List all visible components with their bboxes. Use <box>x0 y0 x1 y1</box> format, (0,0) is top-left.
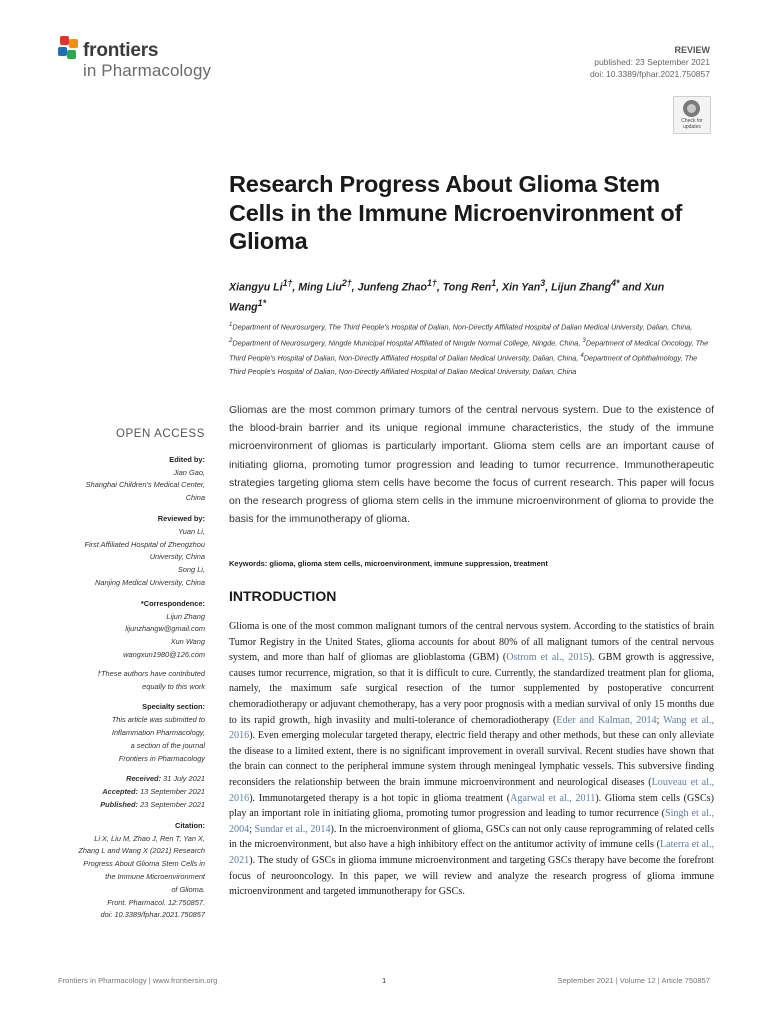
citation-link[interactable]: Sundar et al., 2014 <box>254 823 331 835</box>
sidebar-section <box>50 454 205 505</box>
citation-link[interactable]: Louveau et al., 2016 <box>229 776 714 804</box>
check-for-updates-badge[interactable] <box>673 96 711 134</box>
author-name[interactable]: Xiangyu Li <box>229 281 283 294</box>
date-label: Received: <box>126 774 162 784</box>
journal-logo[interactable] <box>58 34 238 82</box>
author-list <box>229 276 689 315</box>
email-link[interactable]: lijunzhangw@gmail.com <box>125 624 205 634</box>
author-affiliation-marker: 1† <box>282 278 293 288</box>
body-text: ). Immunotargeted therapy is a hot topic in glioma treatment ( <box>249 792 511 804</box>
affiliation-text: Department of Neurosurgery, The Third People's Hospital of Dalian, Non-Directly Affiliated Hospital of Dalian Medical University, Dalian, China, <box>232 322 693 332</box>
sidebar-line: This article was submitted to <box>111 715 205 725</box>
author-affiliation-marker: 4* <box>611 278 620 288</box>
sidebar-line: University, China <box>149 552 205 562</box>
sidebar-line: China <box>185 493 205 503</box>
citation-line: Front. Pharmacol. 12:750857. <box>107 897 205 907</box>
logo-text-frontiers: frontiers <box>83 40 159 61</box>
article-type: REVIEW <box>674 45 710 55</box>
body-text: ). Glioma stem cells (GSCs) play an important role in initiating glioma, promoting tumor progression and leading to tumor recurrence ( <box>229 792 714 820</box>
sidebar-section <box>50 598 205 662</box>
date-label: Accepted: <box>102 787 139 797</box>
sidebar-line: equally to this work <box>142 681 205 691</box>
sidebar-line: Frontiers in Pharmacology <box>118 753 205 763</box>
sidebar-section-heading: *Correspondence: <box>140 598 205 608</box>
author-separator: , <box>545 281 552 294</box>
doi-text[interactable]: doi: 10.3389/fphar.2021.750857 <box>589 69 710 79</box>
citation-link[interactable]: Wang et al., 2016 <box>229 714 714 742</box>
body-text: ). Even emerging molecular targeted therapy, electric field therapy and other methods, but these can only alleviate the disease to a limited extent, there is no significant improvement in overall survival. Recent studies have shown that the brain can connect to the peripheral immune system through meningeal lymphatic vessels. This subversive finding reconsiders the relationship between the brain immune microenvironment and neurological diseases ( <box>229 730 714 788</box>
date-label: Published: <box>100 799 139 809</box>
affiliation-marker: 2 <box>229 336 233 344</box>
affiliation-marker: 3 <box>582 336 586 344</box>
citation-link[interactable]: Eder and Kalman, 2014 <box>556 714 657 726</box>
section-heading-introduction: INTRODUCTION <box>229 588 337 604</box>
body-text: ; <box>656 714 664 726</box>
citation-line: the Immune Microenvironment <box>105 871 205 881</box>
date-value: 13 September 2021 <box>138 787 205 797</box>
author-separator: , <box>351 281 358 294</box>
page-number: 1 <box>382 976 387 985</box>
logo-text-journal: in Pharmacology <box>83 61 212 80</box>
sidebar-section <box>50 701 205 765</box>
date-value: 23 September 2021 <box>138 799 205 809</box>
sidebar-dates <box>50 773 205 811</box>
citation-line: Zhang L and Wang X (2021) Research <box>78 846 205 856</box>
affiliations <box>229 318 714 378</box>
author-separator: , <box>496 281 502 294</box>
author-name[interactable]: Ming Liu <box>298 281 342 294</box>
footer-issue-info: September 2021 | Volume 12 | Article 750857 <box>557 976 710 985</box>
citation-link[interactable]: Singh et al., 2004 <box>229 808 715 835</box>
footer-journal-link[interactable]: Frontiers in Pharmacology | www.frontiersin.org <box>58 976 218 985</box>
abstract: Gliomas are the most common primary tumors of the central nervous system. Due to the existence of the blood-brain barrier and its unique regional immune characteristics, the study of the immune microenvironment of gliomas is particularly important. Glioma stem cells are an important cause of initiating glioma, promoting tumor progression and leading to tumor recurrence. Immunotherapeutic strategies targeting glioma stem cells have become the focus of current research. This paper will focus on the research progress of glioma stem cells in the immune microenvironment of glioma to provide the basis for the immunotherapy of glioma. <box>229 404 714 526</box>
article-title: Research Progress About Glioma Stem Cells in the Immune Microenvironment of Glioma <box>229 171 683 254</box>
sidebar-line: Inflammation Pharmacology, <box>111 727 205 737</box>
sidebar-line: Shanghai Children's Medical Center, <box>85 480 205 490</box>
affiliation-text: Department of Ophthalmology, The Third People's Hospital of Dalian, Non-Directly Affiliated Hospital of Dalian Medical University, Dalian, China <box>229 353 698 377</box>
publication-info <box>590 44 710 80</box>
citation-link[interactable]: Laterra et al., 2021 <box>229 839 714 866</box>
body-text: ). In the microenvironment of glioma, GSCs can not only cause reprogramming of related cells in the microenvironment, but also have a high inhibitory effect on the antitumor activity of immune cells ( <box>229 823 714 851</box>
date-row <box>50 773 205 786</box>
author-name[interactable]: Xin Yan <box>502 281 541 294</box>
author-separator: , <box>292 281 299 294</box>
sidebar-section-heading: Edited by: <box>169 454 205 464</box>
body-text: ). GBM growth is aggressive, causes tumor recurrence, migration, so that it is difficult to cure. Currently, the standardized treatment plan for glioma, namely, the maximum safe surgical resection of the tumor supplemented by postoperative concurrent chemoradiotherapy or adjuvant chemotherapy, has a very poor prognosis with a median survival of only 15 months due to its rapid growth, high invasiity and multi-tolerance of chemoradiotherapy ( <box>229 652 714 726</box>
email-link[interactable]: wangxun1980@126.com <box>123 649 205 659</box>
citation-line: doi: 10.3389/fphar.2021.750857 <box>100 910 205 920</box>
body-text: ). The study of GSCs in glioma immune microenvironment and targeting GSCs therapy have become the forefront focus of neurooncology. In this paper, we will review and analyze the research progress of glioma immune microenvironment and targeted immunotherapy for GSCs. <box>229 854 714 898</box>
author-affiliation-marker: 1* <box>257 297 267 308</box>
sidebar-section <box>50 668 205 694</box>
sidebar-line: a section of the journal <box>130 740 205 750</box>
check-updates-label: Check for updates <box>681 118 703 130</box>
author-separator: , <box>436 281 443 294</box>
keywords: Keywords: glioma, glioma stem cells, microenvironment, immune suppression, treatment <box>229 559 548 568</box>
citation-link[interactable]: Ostrom et al., 2015 <box>506 652 589 664</box>
sidebar-line: Nanjing Medical University, China <box>95 577 205 587</box>
affiliation-text: Department of Medical Oncology, The Third People's Hospital of Dalian, Non-Directly Affiliated Hospital of Dalian Medical University, Dalian, China, <box>229 338 709 363</box>
author-affiliation-marker: 3 <box>540 278 546 288</box>
sidebar-line: Yuan Li, <box>178 526 205 536</box>
affiliation-marker: 1 <box>229 321 233 328</box>
sidebar-line: Lijun Zhang <box>166 611 205 621</box>
citation-line: of Glioma. <box>171 884 205 894</box>
author-affiliation-marker: 1 <box>491 278 497 288</box>
published-date: published: 23 September 2021 <box>594 57 710 67</box>
author-name[interactable]: Tong Ren <box>442 281 492 294</box>
sidebar-line: First Affiliated Hospital of Zhengzhou <box>84 539 205 549</box>
sidebar-section-heading: Specialty section: <box>142 702 205 712</box>
sidebar-section <box>50 513 205 590</box>
date-value: 31 July 2021 <box>161 774 205 784</box>
date-row <box>50 786 205 799</box>
introduction-text <box>229 619 714 900</box>
open-access-label: OPEN ACCESS <box>115 428 205 440</box>
author-name[interactable]: Xun Wang <box>229 281 665 314</box>
article-sidebar <box>50 428 205 922</box>
affiliation-marker: 4 <box>580 352 584 360</box>
body-text: ; <box>249 823 255 835</box>
sidebar-section-heading: Reviewed by: <box>157 513 205 523</box>
sidebar-line: Xun Wang <box>170 637 205 647</box>
citation-line: Progress About Glioma Stem Cells in <box>83 859 205 869</box>
body-text: Glioma is one of the most common malignant tumors of the central nervous system. According to the statistics of brain Tumor Registry in the United States, glioma accounts for about 80% of all malignant tumors of the central nervous system, and more than half of gliomas are glioblastoma (GBM) ( <box>229 621 714 664</box>
sidebar-citation <box>50 820 205 922</box>
date-row <box>50 799 205 812</box>
citation-heading: Citation: <box>175 820 205 830</box>
sidebar-line: Jian Gao, <box>173 467 205 477</box>
frontiers-logo-icon <box>58 36 80 62</box>
author-affiliation-marker: 1† <box>427 278 437 288</box>
sidebar-line: Song Li, <box>177 565 205 575</box>
check-updates-icon <box>683 100 700 117</box>
author-name[interactable]: Junfeng Zhao <box>357 281 428 294</box>
sidebar-line: †These authors have contributed <box>96 668 205 678</box>
affiliation-text: Department of Neurosurgery, Ningde Municipal Hospital Affiliated of Ningde Normal College, Ningde, China, <box>232 338 583 348</box>
citation-line: Li X, Liu M, Zhao J, Ren T, Yan X, <box>94 833 205 843</box>
citation-link[interactable]: Agarwal et al., 2011 <box>510 792 596 804</box>
author-affiliation-marker: 2† <box>341 278 352 288</box>
author-separator: and <box>619 281 645 294</box>
author-name[interactable]: Lijun Zhang <box>551 281 612 294</box>
